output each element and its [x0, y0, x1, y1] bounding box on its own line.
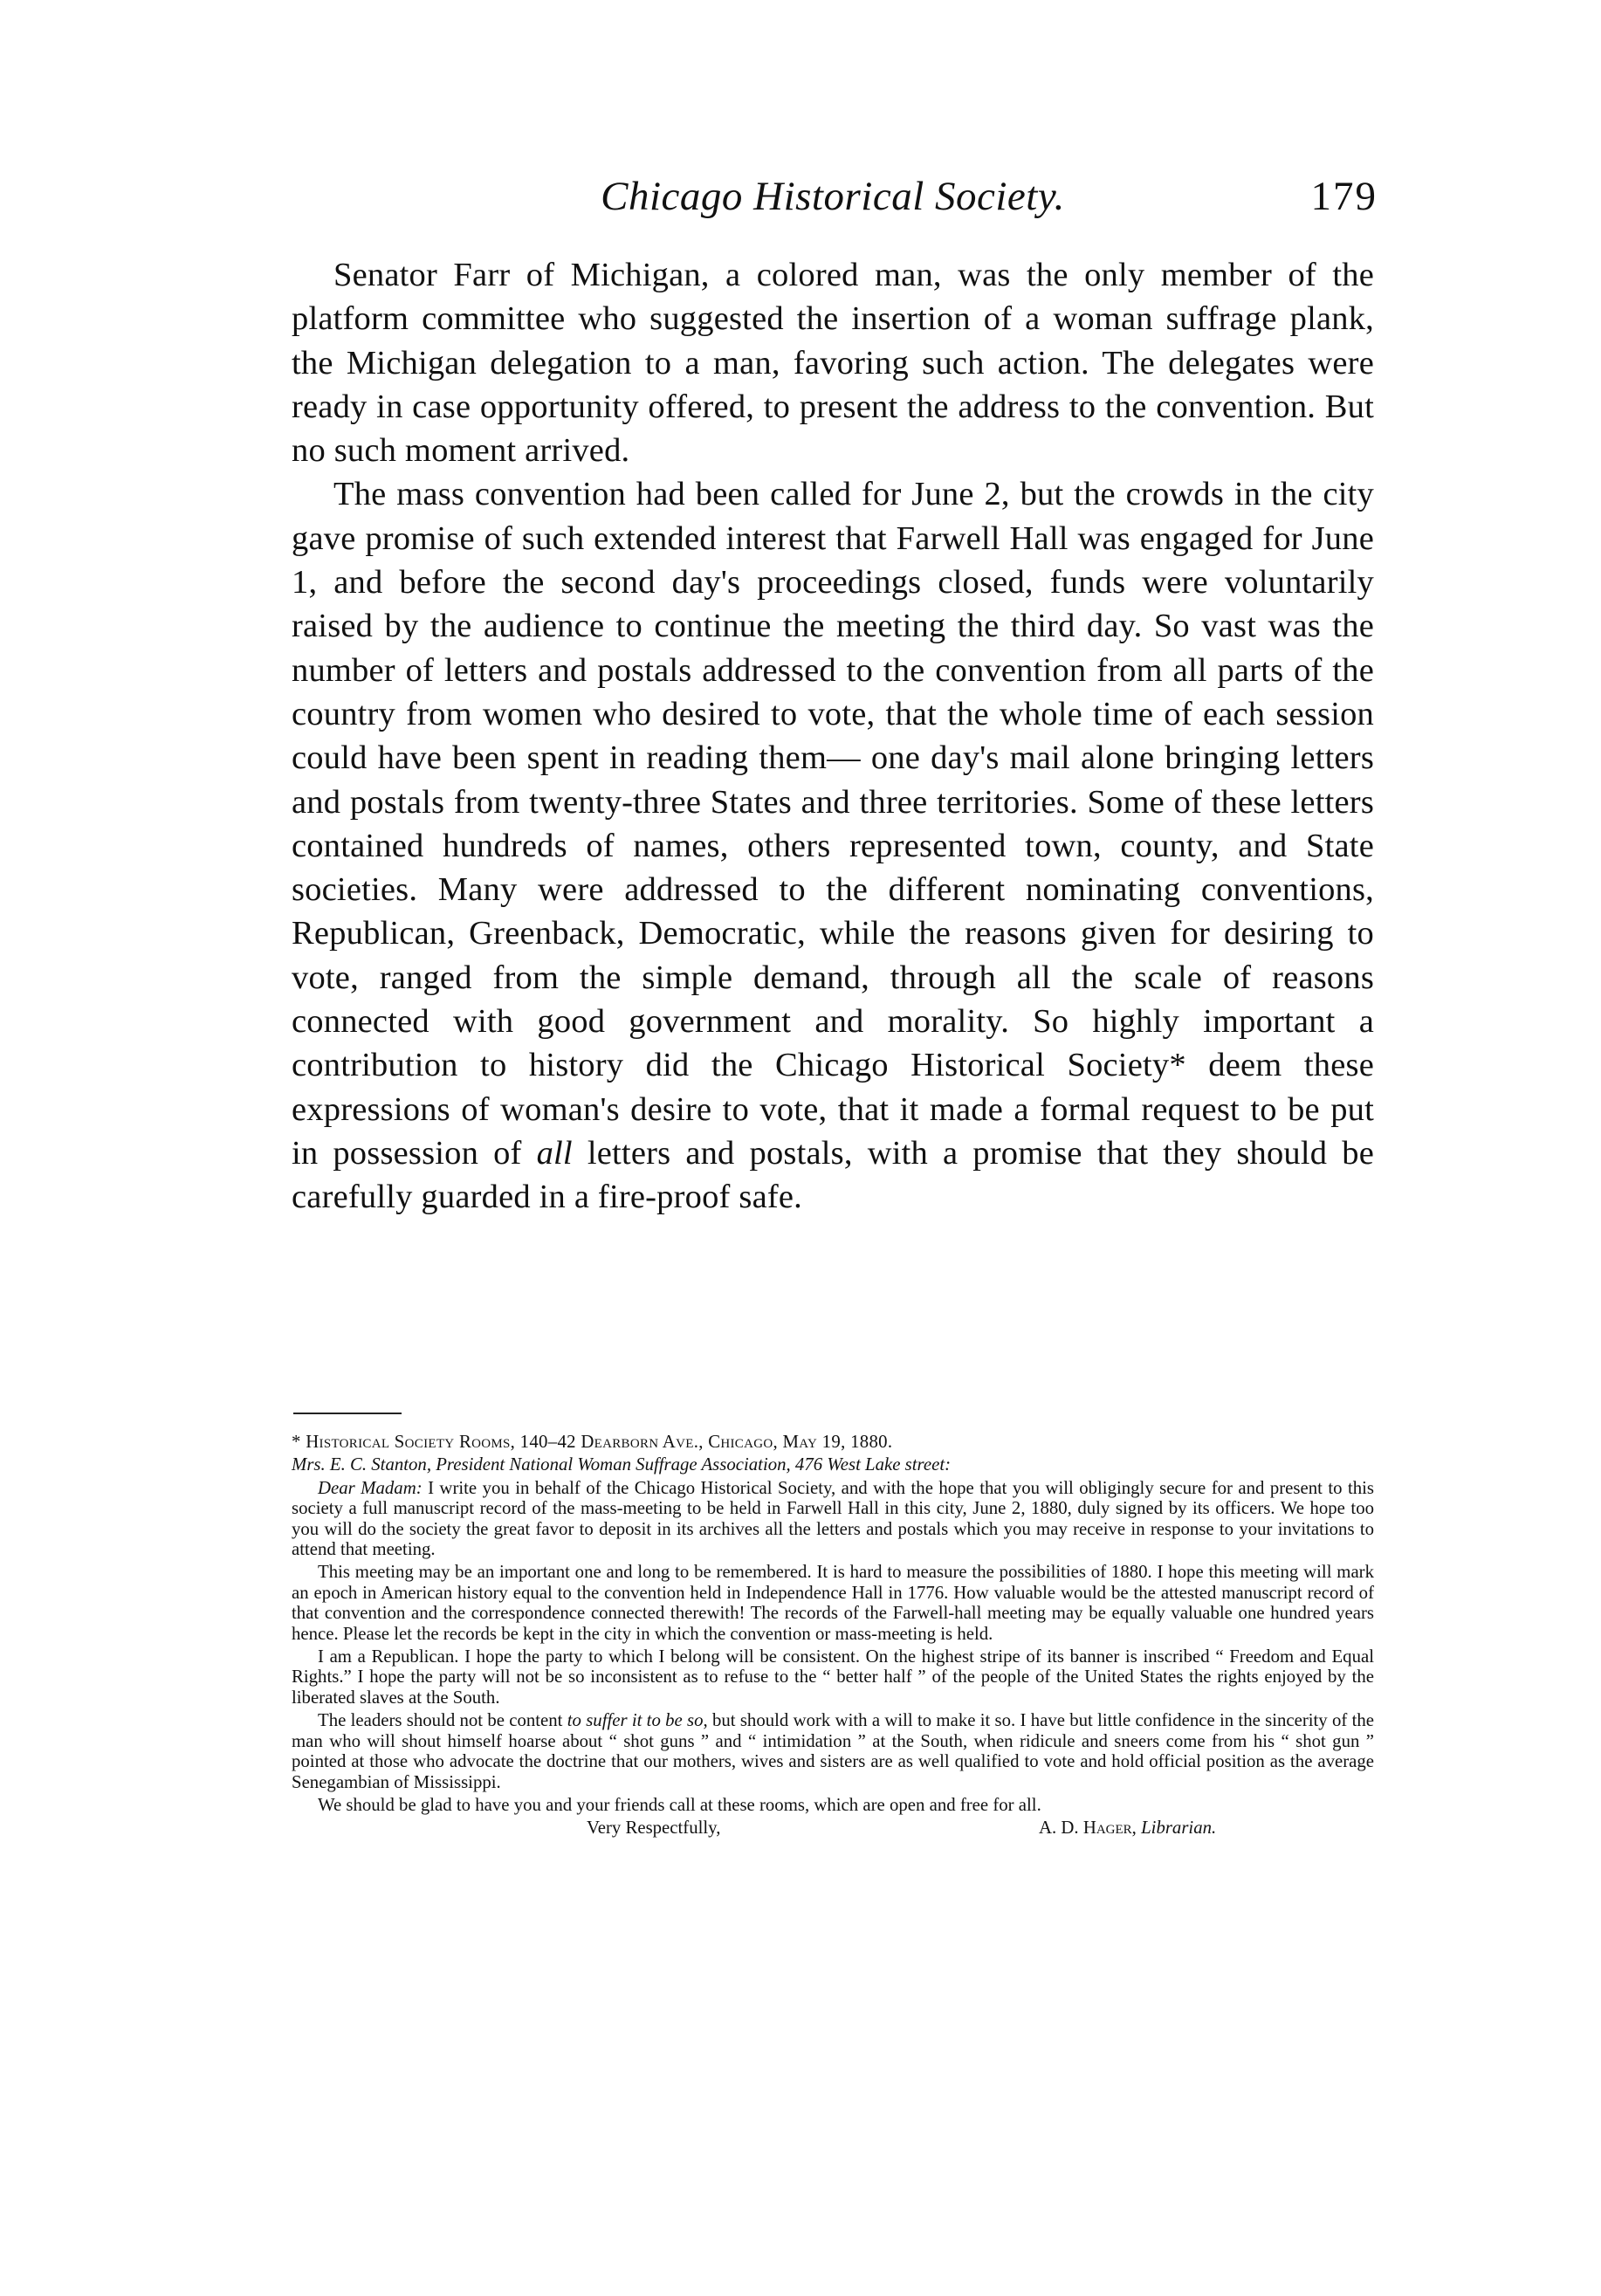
footnote: [292, 1421, 1374, 1839]
body-paragraph-2-continuation: deem these expressions of woman's desire to vote, that it made a formal request to be put in possession of: [292, 1047, 1374, 1172]
footnote-signoff: [292, 1818, 1374, 1839]
footnote-paragraph-4-end: , but should work with a will to make it so. I have but little confidence in the sincerity of the man who will shout himself hoarse about “ shot guns ” and “ intimidation ” at the South, when ridicule and sneers come from his “ shot gun ” pointed at those who advocate the doctrine that our mothers, wives and sisters are as well qualified to vote and hold official position as the average Senegambian of Mississippi.: [292, 1710, 1374, 1792]
footnote-addressee: Mrs. E. C. Stanton, President National Woman Suffrage Association, 476 West Lake street:: [292, 1454, 952, 1475]
running-title: Chicago Historical Society.: [601, 174, 1065, 219]
footnote-emphasis: to suffer it to be so: [567, 1710, 704, 1731]
page-number: 179: [1310, 174, 1378, 219]
valediction: Very Respectfully,: [587, 1818, 721, 1839]
footnote-paragraph-4-start: The leaders should not be content: [318, 1710, 567, 1731]
signature: [1039, 1818, 1216, 1838]
body-paragraph-2-ending: letters and postals, with a promise that they should be carefully guarded in a fire-proof safe.: [292, 1134, 1374, 1216]
running-head: [288, 166, 1378, 236]
footnote-paragraph-2: This meeting may be an important one and long to be remembered. It is hard to measure the possibilities of 1880. I hope this meeting will mark an epoch in American history equal to the convention held in Independence Hall in 1776. How valuable would be the attested manuscript record of that convention and the correspondence connected therewith! The records of the Farwell-hall meeting may be equally valuable one hundred years hence. Please let the records be kept in the city in which the convention or mass-meeting is held.: [292, 1562, 1374, 1644]
signature-name: A. D. Hager,: [1039, 1818, 1137, 1839]
body-paragraph-2: [292, 472, 1374, 1219]
footnote-heading-marker: *: [292, 1432, 301, 1452]
footnote-rule: [293, 1413, 402, 1414]
footnote-paragraph-4: [292, 1710, 1374, 1792]
footnote-paragraph-3: I am a Republican. I hope the party to which I belong will be consistent. On the highest stripe of its banner is inscribed “ Freedom and Equal Rights.” I hope the party will not be so inconsistent as to refuse to the “ better half ” of the people of the United States the rights enjoyed by the liberated slaves at the South.: [292, 1646, 1374, 1708]
footnote-paragraph-1-text: I write you in behalf of the Chicago Historical Society, and with the hope that you will obligingly secure for and present to this society a full manuscript record of the mass-meeting to be held in Farwell Hall in this city, June 2, 1880, duly signed by its officers. We hope too you will do the society the great favor to deposit in its archives all the letters and postals which you may receive in response to your invitations to attend that meeting.: [292, 1477, 1374, 1560]
signature-title: Librarian.: [1141, 1818, 1217, 1839]
body-text: [292, 253, 1374, 1220]
body-paragraph-2-text: The mass convention had been called for June 2, but the crowds in the city gave promise of such extended interest that Farwell Hall was engaged for June 1, and before the second day's proceedings closed, funds were voluntarily raised by the audience to continue the meeting the third day. So vast was the number of letters and postals addressed to the convention from all parts of the country from women who desired to vote, that the whole time of each session could have been spent in reading them— one day's mail alone bringing letters and postals from twenty-three States and three territories. Some of these letters contained hundreds of names, others represented town, county, and State societies. Many were addressed to the different nominating conventions, Republican, Greenback, Democratic, while the reasons given for desiring to vote, ranged from the simple demand, through all the scale of reasons connected with good government and morality. So highly important a contribution to history did the Chicago Historical Society: [292, 476, 1374, 1084]
body-emphasis-all: all: [536, 1134, 573, 1172]
footnote-heading: [292, 1432, 1374, 1452]
footnote-paragraph-1: [292, 1478, 1374, 1560]
footnote-marker: *: [1169, 1047, 1186, 1084]
footnote-heading-text: Historical Society Rooms, 140–42 Dearborn Ave., Chicago, May 19, 1880.: [306, 1432, 893, 1452]
footnote-closing: We should be glad to have you and your friends call at these rooms, which are open and free for all.: [318, 1794, 1041, 1815]
body-paragraph-1: Senator Farr of Michigan, a colored man, was the only member of the platform committee who suggested the insertion of a woman suffrage plank, the Michigan delegation to a man, favoring such action. The delegates were ready in case opportunity offered, to present the address to the convention. But no such moment arrived.: [292, 257, 1374, 470]
footnote-salutation: Dear Madam:: [318, 1477, 423, 1498]
